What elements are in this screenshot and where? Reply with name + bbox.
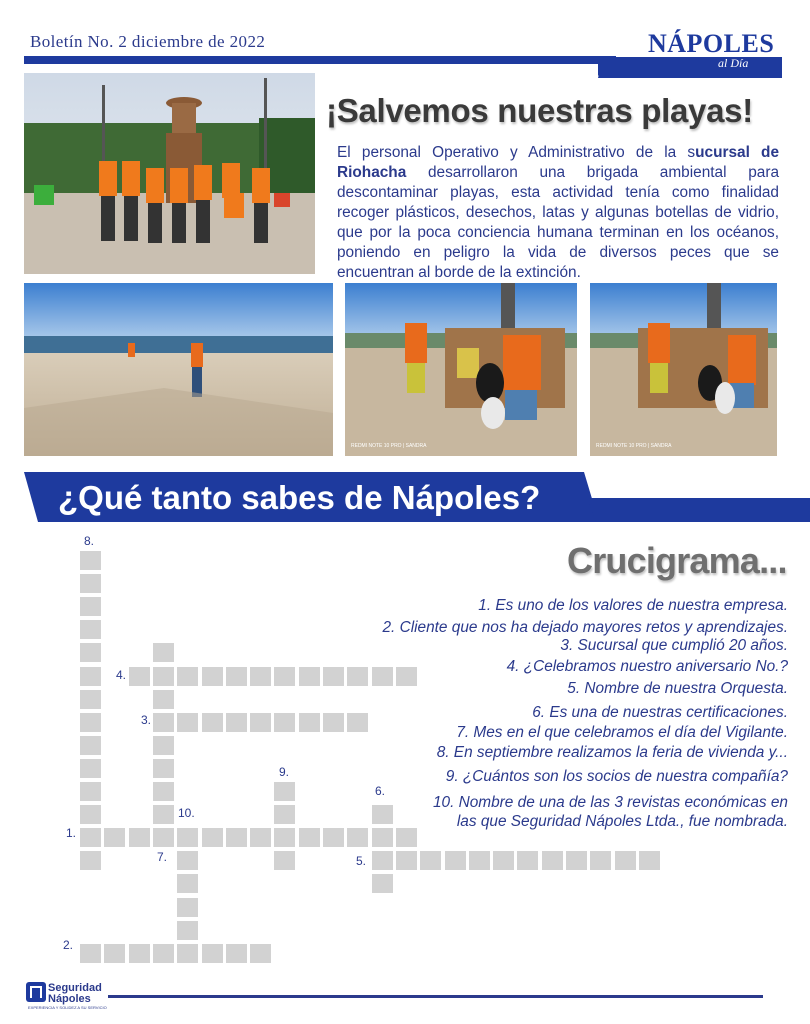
crossword-cell[interactable] [372, 667, 393, 686]
section-title: ¿Qué tanto sabes de Nápoles? [58, 479, 541, 516]
crossword-cell[interactable] [80, 759, 101, 778]
crossword-cell[interactable] [202, 667, 223, 686]
crossword-number-5: 5. [356, 854, 367, 868]
bulletin-title: Boletín No. 2 diciembre de 2022 [30, 32, 266, 51]
crossword-cell[interactable] [153, 759, 174, 778]
crossword-cell[interactable] [226, 667, 247, 686]
crossword-number-1: 1. [66, 826, 77, 840]
crossword-cell[interactable] [104, 944, 125, 963]
crossword-cell[interactable] [153, 736, 174, 755]
crossword-cell[interactable] [299, 828, 320, 847]
crossword-number-3: 3. [141, 713, 152, 727]
crossword-cell[interactable] [347, 667, 368, 686]
crossword-cell[interactable] [566, 851, 587, 870]
logo-band [598, 57, 782, 78]
clue-4: 4. ¿Celebramos nuestro aniversario No.? [506, 658, 788, 675]
header-band [24, 56, 616, 64]
crossword-cell[interactable] [80, 667, 101, 686]
footer-line [108, 995, 763, 998]
crossword-cell[interactable] [80, 620, 101, 639]
beach-photo [24, 283, 333, 456]
crossword-cell[interactable] [153, 805, 174, 824]
crossword-cell[interactable] [80, 551, 101, 570]
crossword-cell[interactable] [590, 851, 611, 870]
crossword-number-4: 4. [116, 668, 127, 682]
crossword-cell[interactable] [80, 944, 101, 963]
crossword-cell[interactable] [129, 828, 150, 847]
crossword-cell[interactable] [250, 944, 271, 963]
crossword-number-8: 8. [84, 534, 95, 548]
crossword-cell[interactable] [372, 828, 393, 847]
crossword-cell[interactable] [80, 597, 101, 616]
crossword-cell[interactable] [129, 667, 150, 686]
article-text: El personal Operativo y Administrativo de la sucursal de Riohacha desarrollaron una brigada ambiental para descontaminar playas, esta actividad tenía como finalidad recoger plásticos, desechos, latas y algunas botellas de vidrio, que por la poca conciencia humana terminan en los océanos, poniendo en peligro la vida de diversos peces que se encuentran al borde de la extinción. [337, 144, 780, 281]
crossword-cell[interactable] [226, 828, 247, 847]
crossword-cell[interactable] [202, 828, 223, 847]
crossword-cell[interactable] [177, 898, 198, 917]
clue-10: 10. Nombre de una de las 3 revistas económicas en [432, 794, 788, 811]
company-logo-icon [26, 982, 46, 1002]
crossword-cell[interactable] [226, 944, 247, 963]
clue-5: 5. Nombre de nuestra Orquesta. [567, 680, 788, 697]
article-title: ¡Salvemos nuestras playas! [326, 92, 753, 129]
crossword-cell[interactable] [615, 851, 636, 870]
crossword-cell[interactable] [177, 944, 198, 963]
crossword-cell[interactable] [274, 782, 295, 801]
crossword-number-9: 9. [279, 765, 290, 779]
crossword-cell[interactable] [153, 667, 174, 686]
crossword-cell[interactable] [469, 851, 490, 870]
clue-8: 8. En septiembre realizamos la feria de vivienda y... [436, 744, 788, 761]
crossword-cell[interactable] [250, 667, 271, 686]
logo: NÁPOLES [648, 29, 775, 58]
crossword-cell[interactable] [274, 667, 295, 686]
crossword-cell[interactable] [153, 944, 174, 963]
clue-7: 7. Mes en el que celebramos el día del Vigilante. [456, 724, 788, 741]
bench-photo-2 [590, 283, 777, 456]
crossword-cell[interactable] [226, 713, 247, 732]
crossword-cell[interactable] [80, 782, 101, 801]
crossword-cell[interactable] [323, 713, 344, 732]
crossword-cell[interactable] [80, 643, 101, 662]
crossword-cell[interactable] [80, 690, 101, 709]
crossword-cell[interactable] [177, 667, 198, 686]
crossword-cell[interactable] [80, 574, 101, 593]
crossword-number-6: 6. [375, 784, 386, 798]
crossword-cell[interactable] [542, 851, 563, 870]
crossword-cell[interactable] [250, 713, 271, 732]
crossword-cell[interactable] [202, 944, 223, 963]
crossword-cell[interactable] [153, 828, 174, 847]
crossword-cell[interactable] [347, 828, 368, 847]
crossword-title: Crucigrama... [567, 540, 787, 581]
crossword-cell[interactable] [396, 828, 417, 847]
crossword-cell[interactable] [274, 805, 295, 824]
crossword-cell[interactable] [372, 874, 393, 893]
crossword-cell[interactable] [80, 828, 101, 847]
crossword-cell[interactable] [493, 851, 514, 870]
crossword-cell[interactable] [177, 828, 198, 847]
clue-2: 2. Cliente que nos ha dejado mayores retos y aprendizajes. [382, 619, 788, 636]
crossword-cell[interactable] [274, 828, 295, 847]
company-tagline: EXPERIENCIA Y SOLIDEZ A SU SERVICIO [28, 1005, 107, 1010]
crossword-cell[interactable] [129, 944, 150, 963]
crossword-number-2: 2. [63, 938, 74, 952]
crossword-cell[interactable] [80, 736, 101, 755]
crossword-cell[interactable] [323, 828, 344, 847]
crossword-cell[interactable] [396, 851, 417, 870]
crossword-cell[interactable] [80, 713, 101, 732]
company-logo-text: Seguridad Nápoles [48, 982, 102, 1005]
crossword-cell[interactable] [274, 713, 295, 732]
crossword-cell[interactable] [639, 851, 660, 870]
crossword-cell[interactable] [104, 828, 125, 847]
crossword-cell[interactable] [274, 851, 295, 870]
crossword-cell[interactable] [153, 782, 174, 801]
crossword-cell[interactable] [177, 921, 198, 940]
crossword-cell[interactable] [250, 828, 271, 847]
crossword-cell[interactable] [153, 643, 174, 662]
crossword-cell[interactable] [347, 713, 368, 732]
clue-10-continued: las que Seguridad Nápoles Ltda., fue nombrada. [456, 813, 788, 830]
crossword-number-10: 10. [178, 806, 195, 820]
crossword-cell[interactable] [80, 805, 101, 824]
bench-photo-1 [345, 283, 577, 456]
crossword-cell[interactable] [517, 851, 538, 870]
clue-3: 3. Sucursal que cumplió 20 años. [560, 637, 788, 654]
group-photo [24, 73, 315, 274]
clue-1: 1. Es uno de los valores de nuestra empresa. [478, 597, 788, 614]
logo-subtitle: al Día [718, 56, 749, 70]
clue-6: 6. Es una de nuestras certificaciones. [532, 704, 788, 721]
photo-caption: REDMI NOTE 10 PRO | SANDRA [351, 443, 427, 449]
crossword-number-7: 7. [157, 850, 168, 864]
photo-caption: REDMI NOTE 10 PRO | SANDRA [596, 443, 672, 449]
clue-9: 9. ¿Cuántos son los socios de nuestra compañía? [445, 768, 788, 785]
crossword-cell[interactable] [323, 667, 344, 686]
crossword-cell[interactable] [177, 713, 198, 732]
crossword-cell[interactable] [153, 713, 174, 732]
crossword-cell[interactable] [420, 851, 441, 870]
crossword-cell[interactable] [177, 851, 198, 870]
crossword-cell[interactable] [177, 874, 198, 893]
crossword-cell[interactable] [372, 805, 393, 824]
crossword-cell[interactable] [299, 667, 320, 686]
crossword-cell[interactable] [80, 851, 101, 870]
crossword-cell[interactable] [445, 851, 466, 870]
crossword-cell[interactable] [372, 851, 393, 870]
crossword-cell[interactable] [202, 713, 223, 732]
crossword-cell[interactable] [153, 690, 174, 709]
crossword-cell[interactable] [396, 667, 417, 686]
crossword-cell[interactable] [299, 713, 320, 732]
